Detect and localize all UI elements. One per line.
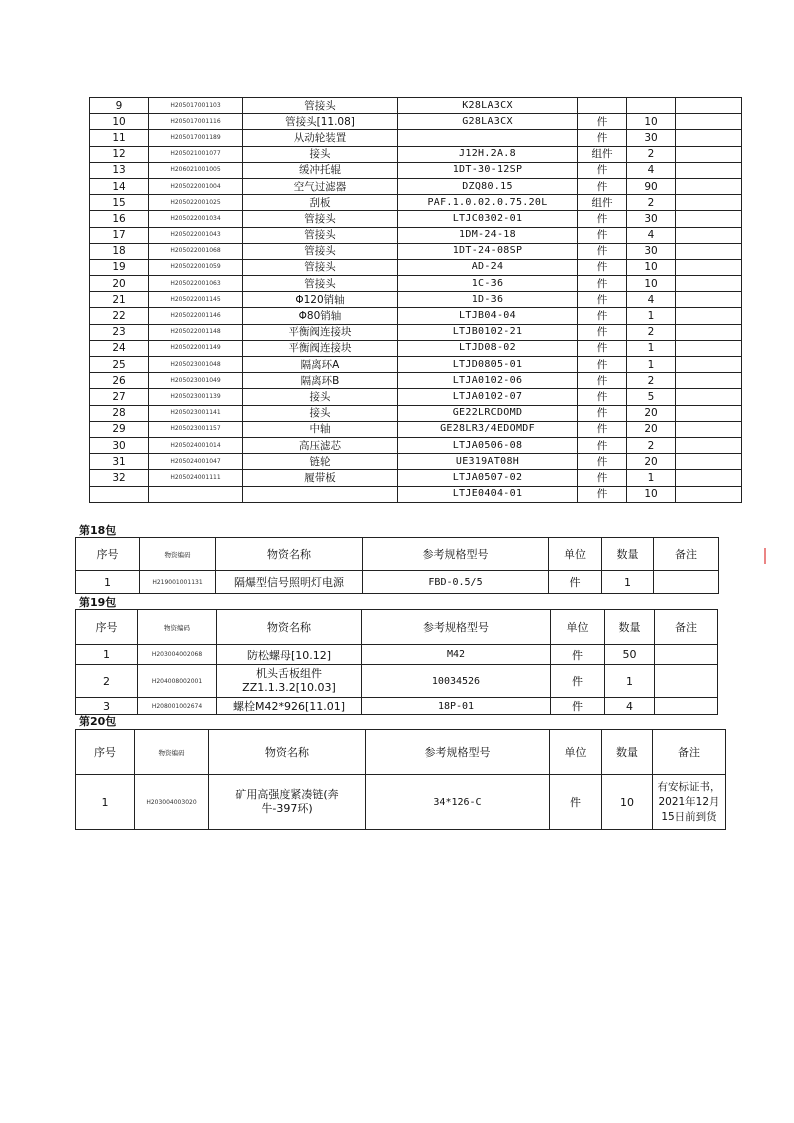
cell-unit: 件: [578, 162, 627, 178]
cell-note: [676, 357, 742, 373]
cell-name: 隔离环B: [243, 373, 398, 389]
cell-name: 平衡阀连接块: [243, 340, 398, 356]
table-row: [90, 276, 742, 292]
cell-note: [676, 470, 742, 486]
cell-unit: 件: [578, 324, 627, 340]
cell-name: 接头: [243, 405, 398, 421]
cell-note: [676, 227, 742, 243]
cell-unit: 件: [578, 437, 627, 453]
cell-code: H205022001043: [149, 227, 243, 243]
header-qty: 数量: [602, 538, 654, 571]
cell-no: 26: [90, 373, 149, 389]
cell-note: [676, 98, 742, 114]
table-row: [90, 162, 742, 178]
table-row: [90, 227, 742, 243]
cell-note: [655, 665, 718, 698]
cell-code: H206021001005: [149, 162, 243, 178]
cell-no: 31: [90, 454, 149, 470]
cell-note: [676, 146, 742, 162]
cell-name: 管接头: [243, 259, 398, 275]
cell-spec: J12H.2A.8: [398, 146, 578, 162]
cell-unit: 件: [578, 211, 627, 227]
cell-spec: 1C-36: [398, 276, 578, 292]
cell-spec: GE22LRCDOMD: [398, 405, 578, 421]
cell-qty: 4: [627, 227, 676, 243]
cell-unit: 件: [578, 178, 627, 194]
cell-spec: 1DM-24-18: [398, 227, 578, 243]
header-note: 备注: [654, 538, 719, 571]
cell-note: [676, 243, 742, 259]
cell-note: [676, 162, 742, 178]
cell-code: H204008002001: [138, 665, 217, 698]
cell-no: 17: [90, 227, 149, 243]
cell-code: H205023001157: [149, 421, 243, 437]
header-spec: 参考规格型号: [366, 730, 550, 775]
cell-code: H205023001141: [149, 405, 243, 421]
table-row: [90, 292, 742, 308]
header-qty: 数量: [605, 610, 655, 645]
cell-spec: 1DT-30-12SP: [398, 162, 578, 178]
cell-name: [243, 486, 398, 502]
cell-spec: K28LA3CX: [398, 98, 578, 114]
cell-name: 管接头: [243, 98, 398, 114]
cell-no: 22: [90, 308, 149, 324]
cell-unit: [578, 98, 627, 114]
cell-unit: 件: [549, 571, 602, 594]
cell-code: H205024001111: [149, 470, 243, 486]
cell-no: 23: [90, 324, 149, 340]
cell-spec: 18P-01: [362, 698, 551, 715]
cell-spec: PAF.1.0.02.0.75.20L: [398, 195, 578, 211]
cell-note: [676, 340, 742, 356]
cell-code: H205022001148: [149, 324, 243, 340]
cell-qty: 2: [627, 146, 676, 162]
cell-note: [676, 211, 742, 227]
cell-note: [676, 130, 742, 146]
cell-spec: LTJD08-02: [398, 340, 578, 356]
cell-no: 2: [76, 665, 138, 698]
cell-name: 履带板: [243, 470, 398, 486]
cell-qty: 2: [627, 324, 676, 340]
header-qty: 数量: [602, 730, 653, 775]
package-20-table: [75, 729, 726, 830]
table-row: [90, 324, 742, 340]
cell-unit: 件: [578, 292, 627, 308]
cell-name: 平衡阀连接块: [243, 324, 398, 340]
cell-code: H219001001131: [140, 571, 216, 594]
header-code: 物资编码: [140, 538, 216, 571]
table-row: [90, 357, 742, 373]
cell-unit: 件: [578, 308, 627, 324]
table-row: [90, 243, 742, 259]
cell-note: [676, 114, 742, 130]
table-header-row: [76, 538, 719, 571]
cell-qty: 30: [627, 211, 676, 227]
header-code: 物资编码: [138, 610, 217, 645]
cell-no: 1: [76, 775, 135, 830]
cell-note: [676, 421, 742, 437]
cell-qty: 1: [627, 357, 676, 373]
cell-note: [676, 195, 742, 211]
header-unit: 单位: [550, 730, 602, 775]
cell-spec: LTJA0507-02: [398, 470, 578, 486]
cell-no: [90, 486, 149, 502]
cell-unit: 件: [578, 405, 627, 421]
cell-name: 管接头: [243, 227, 398, 243]
cell-unit: 组件: [578, 195, 627, 211]
cell-qty: 4: [627, 292, 676, 308]
cell-code: H205022001145: [149, 292, 243, 308]
cell-spec: DZQ80.15: [398, 178, 578, 194]
table-row: [90, 178, 742, 194]
cell-code: H205022001059: [149, 259, 243, 275]
cell-unit: 件: [578, 114, 627, 130]
table-row: [90, 405, 742, 421]
cell-spec: 1D-36: [398, 292, 578, 308]
cell-code: H205022001034: [149, 211, 243, 227]
cell-qty: 5: [627, 389, 676, 405]
cell-code: H205024001047: [149, 454, 243, 470]
table-row: [90, 195, 742, 211]
cell-note: [676, 259, 742, 275]
table-row: [76, 665, 718, 698]
cell-spec: FBD-0.5/5: [363, 571, 549, 594]
cell-unit: 件: [551, 645, 605, 665]
cell-qty: 10: [602, 775, 653, 830]
cell-no: 29: [90, 421, 149, 437]
table-header-row: [76, 730, 726, 775]
cell-name: 机头舌板组件ZZ1.1.3.2[10.03]: [217, 665, 362, 698]
cell-code: H203004003020: [135, 775, 209, 830]
cell-spec: AD-24: [398, 259, 578, 275]
table-row: [76, 571, 719, 594]
cell-unit: 件: [578, 357, 627, 373]
cell-note: [676, 373, 742, 389]
cell-name: 管接头[11.08]: [243, 114, 398, 130]
cell-code: H208001002674: [138, 698, 217, 715]
header-spec: 参考规格型号: [362, 610, 551, 645]
cell-qty: 4: [605, 698, 655, 715]
cell-name: 缓冲托辊: [243, 162, 398, 178]
header-spec: 参考规格型号: [363, 538, 549, 571]
cell-code: H203004002068: [138, 645, 217, 665]
cell-no: 1: [76, 571, 140, 594]
cell-qty: 30: [627, 130, 676, 146]
cell-code: H205022001004: [149, 178, 243, 194]
cell-note: [676, 437, 742, 453]
cell-spec: LTJE0404-01: [398, 486, 578, 502]
cell-spec: 34*126-C: [366, 775, 550, 830]
package-17-table: [89, 97, 742, 503]
cell-note: [676, 308, 742, 324]
table-row: [90, 454, 742, 470]
cell-qty: 2: [627, 195, 676, 211]
header-no: 序号: [76, 538, 140, 571]
header-unit: 单位: [549, 538, 602, 571]
cell-unit: 件: [578, 243, 627, 259]
table-row: [76, 645, 718, 665]
cell-unit: 组件: [578, 146, 627, 162]
cell-name: 管接头: [243, 243, 398, 259]
cell-note: [676, 454, 742, 470]
cell-name: 螺栓M42*926[11.01]: [217, 698, 362, 715]
table-row: [90, 470, 742, 486]
cell-spec: M42: [362, 645, 551, 665]
cell-spec: LTJB0102-21: [398, 324, 578, 340]
cell-spec: LTJB04-04: [398, 308, 578, 324]
cell-qty: 20: [627, 454, 676, 470]
cell-spec: LTJD0805-01: [398, 357, 578, 373]
cell-note: [676, 324, 742, 340]
cell-qty: 1: [627, 340, 676, 356]
cell-unit: 件: [578, 373, 627, 389]
cell-qty: 50: [605, 645, 655, 665]
package-17-body: [90, 98, 742, 503]
cell-name: 链轮: [243, 454, 398, 470]
cell-unit: 件: [578, 259, 627, 275]
table-row: [90, 373, 742, 389]
cell-qty: 30: [627, 243, 676, 259]
cell-code: H205017001189: [149, 130, 243, 146]
cell-code: H205021001077: [149, 146, 243, 162]
cell-code: [149, 486, 243, 502]
cell-unit: 件: [578, 276, 627, 292]
cell-unit: 件: [550, 775, 602, 830]
cell-name: 隔爆型信号照明灯电源: [216, 571, 363, 594]
cell-spec: LTJA0506-08: [398, 437, 578, 453]
cell-name: 从动轮装置: [243, 130, 398, 146]
table-row: [90, 130, 742, 146]
cell-no: 32: [90, 470, 149, 486]
table-row: [90, 389, 742, 405]
cell-unit: 件: [578, 340, 627, 356]
cell-unit: 件: [578, 130, 627, 146]
header-note: 备注: [655, 610, 718, 645]
margin-mark: [764, 548, 766, 564]
cell-name: 管接头: [243, 276, 398, 292]
cell-code: H205022001063: [149, 276, 243, 292]
header-name: 物资名称: [216, 538, 363, 571]
cell-no: 21: [90, 292, 149, 308]
package-20-title: 第20包: [79, 715, 117, 728]
cell-no: 24: [90, 340, 149, 356]
cell-qty: 20: [627, 405, 676, 421]
table-row: [90, 98, 742, 114]
cell-qty: 10: [627, 276, 676, 292]
table-row: [90, 211, 742, 227]
cell-no: 14: [90, 178, 149, 194]
header-code: 物资编码: [135, 730, 209, 775]
cell-no: 16: [90, 211, 149, 227]
cell-no: 25: [90, 357, 149, 373]
cell-no: 28: [90, 405, 149, 421]
cell-note: [676, 486, 742, 502]
cell-qty: 10: [627, 259, 676, 275]
cell-name: Φ80销轴: [243, 308, 398, 324]
cell-note: [655, 645, 718, 665]
cell-no: 13: [90, 162, 149, 178]
cell-name: 空气过滤器: [243, 178, 398, 194]
cell-qty: 1: [602, 571, 654, 594]
cell-spec: LTJA0102-07: [398, 389, 578, 405]
cell-spec: 10034526: [362, 665, 551, 698]
cell-note: [676, 292, 742, 308]
cell-code: H205023001049: [149, 373, 243, 389]
cell-note: [676, 405, 742, 421]
table-row: [90, 259, 742, 275]
header-name: 物资名称: [209, 730, 366, 775]
cell-code: H205017001116: [149, 114, 243, 130]
cell-note: [655, 698, 718, 715]
header-no: 序号: [76, 730, 135, 775]
table-row: [90, 114, 742, 130]
cell-name: 高压滤芯: [243, 437, 398, 453]
header-no: 序号: [76, 610, 138, 645]
cell-name: 矿用高强度紧凑链(奔牛-397环): [209, 775, 366, 830]
cell-qty: 1: [627, 470, 676, 486]
cell-name: 接头: [243, 146, 398, 162]
cell-spec: LTJC0302-01: [398, 211, 578, 227]
package-18-title: 第18包: [79, 524, 117, 537]
package-18-table: [75, 537, 719, 594]
header-note: 备注: [653, 730, 726, 775]
cell-unit: 件: [578, 421, 627, 437]
cell-note: [676, 276, 742, 292]
table-header-row: [76, 610, 718, 645]
cell-qty: 10: [627, 486, 676, 502]
cell-qty: 2: [627, 373, 676, 389]
cell-qty: 10: [627, 114, 676, 130]
table-row: [90, 437, 742, 453]
cell-unit: 件: [578, 227, 627, 243]
cell-qty: 90: [627, 178, 676, 194]
cell-qty: 2: [627, 437, 676, 453]
cell-qty: 1: [627, 308, 676, 324]
cell-no: 15: [90, 195, 149, 211]
cell-unit: 件: [551, 665, 605, 698]
table-row: [90, 308, 742, 324]
cell-code: H205024001014: [149, 437, 243, 453]
cell-code: H205022001025: [149, 195, 243, 211]
table-row: [90, 486, 742, 502]
cell-name: 接头: [243, 389, 398, 405]
cell-qty: 4: [627, 162, 676, 178]
cell-code: H205022001068: [149, 243, 243, 259]
cell-name: 隔离环A: [243, 357, 398, 373]
cell-note: [654, 571, 719, 594]
table-row: [76, 698, 718, 715]
cell-no: 11: [90, 130, 149, 146]
table-row: [90, 340, 742, 356]
package-19-table: [75, 609, 718, 715]
cell-no: 19: [90, 259, 149, 275]
cell-name: 管接头: [243, 211, 398, 227]
cell-unit: 件: [578, 470, 627, 486]
cell-name: 防松螺母[10.12]: [217, 645, 362, 665]
cell-no: 18: [90, 243, 149, 259]
table-row: [90, 146, 742, 162]
cell-code: H205023001048: [149, 357, 243, 373]
header-unit: 单位: [551, 610, 605, 645]
cell-spec: UE319AT08H: [398, 454, 578, 470]
cell-unit: 件: [578, 486, 627, 502]
cell-spec: G28LA3CX: [398, 114, 578, 130]
cell-code: H205023001139: [149, 389, 243, 405]
cell-name: 中轴: [243, 421, 398, 437]
cell-spec: GE28LR3/4EDOMDF: [398, 421, 578, 437]
cell-no: 3: [76, 698, 138, 715]
cell-no: 20: [90, 276, 149, 292]
cell-code: H205022001149: [149, 340, 243, 356]
cell-name: 刮板: [243, 195, 398, 211]
table-row: [76, 775, 726, 830]
cell-qty: 20: [627, 421, 676, 437]
package-19-title: 第19包: [79, 596, 117, 609]
header-name: 物资名称: [217, 610, 362, 645]
cell-qty: [627, 98, 676, 114]
cell-spec: [398, 130, 578, 146]
table-row: [90, 421, 742, 437]
cell-unit: 件: [578, 454, 627, 470]
cell-note: 有安标证书，2021年12月15日前到货: [653, 775, 726, 830]
cell-spec: LTJA0102-06: [398, 373, 578, 389]
cell-no: 30: [90, 437, 149, 453]
cell-note: [676, 389, 742, 405]
cell-no: 10: [90, 114, 149, 130]
cell-code: H205022001146: [149, 308, 243, 324]
cell-note: [676, 178, 742, 194]
cell-name: Φ120销轴: [243, 292, 398, 308]
cell-no: 1: [76, 645, 138, 665]
cell-no: 9: [90, 98, 149, 114]
cell-no: 27: [90, 389, 149, 405]
cell-unit: 件: [551, 698, 605, 715]
cell-code: H205017001103: [149, 98, 243, 114]
cell-unit: 件: [578, 389, 627, 405]
cell-spec: 1DT-24-08SP: [398, 243, 578, 259]
cell-qty: 1: [605, 665, 655, 698]
cell-no: 12: [90, 146, 149, 162]
